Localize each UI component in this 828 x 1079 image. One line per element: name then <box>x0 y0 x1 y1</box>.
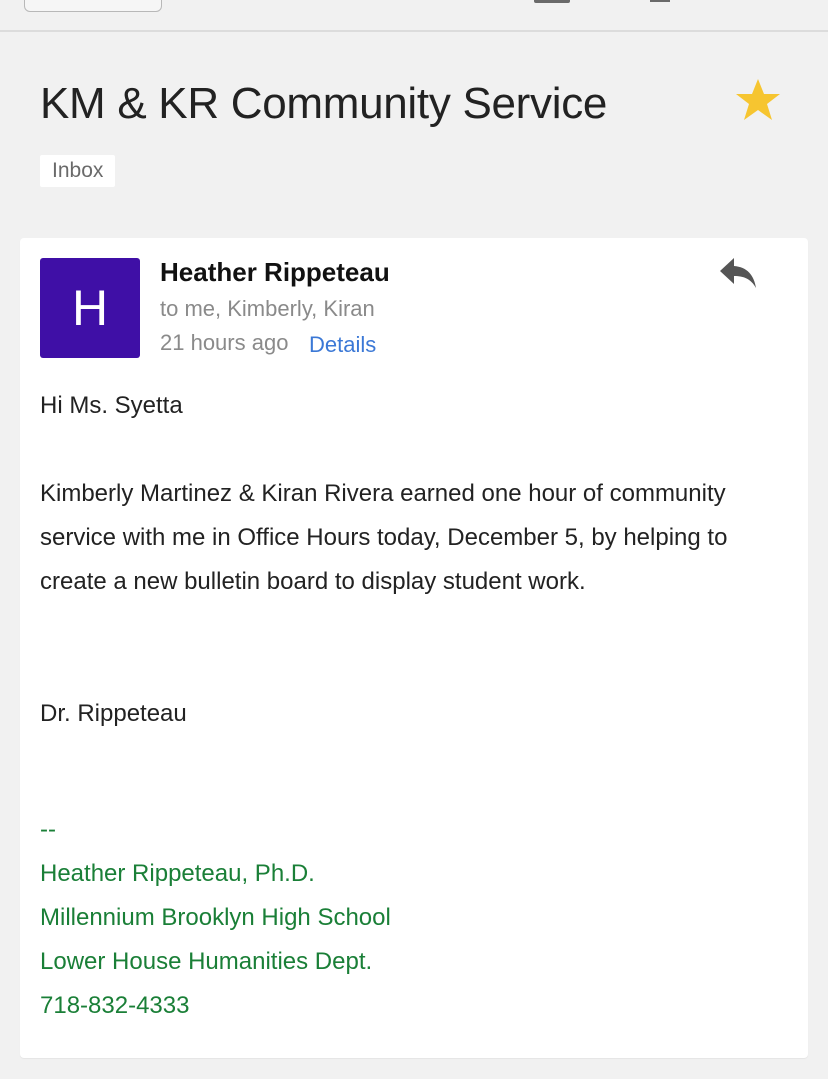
signature-name: Heather Rippeteau, Ph.D. <box>40 860 315 887</box>
email-body-paragraph: Kimberly Martinez & Kiran Rivera earned one hour of community service with me in Office Hours today, December 5, by helping to create a new bulletin board to display student work. <box>40 480 728 595</box>
signature-school: Millennium Brooklyn High School <box>40 904 391 931</box>
inbox-label[interactable]: Inbox <box>40 155 115 187</box>
sender-name: Heather Rippeteau <box>160 257 390 287</box>
avatar[interactable]: H <box>40 258 140 358</box>
email-subject: KM & KR Community Service <box>40 79 608 128</box>
back-button[interactable] <box>24 0 162 12</box>
timestamp: 21 hours ago <box>160 330 289 355</box>
archive-icon[interactable] <box>534 0 570 3</box>
trash-icon[interactable] <box>650 0 670 2</box>
recipients: to me, Kimberly, Kiran <box>160 296 375 321</box>
signature-separator: -- <box>40 816 56 843</box>
signature-department: Lower House Humanities Dept. <box>40 948 373 975</box>
top-toolbar <box>0 0 828 32</box>
details-link[interactable]: Details <box>309 332 377 357</box>
email-greeting: Hi Ms. Syetta <box>40 392 183 419</box>
star-icon[interactable] <box>734 76 782 124</box>
signature-phone[interactable]: 718-832-4333 <box>40 992 190 1019</box>
email-signature <box>40 808 391 1028</box>
email-signoff: Dr. Rippeteau <box>40 700 187 727</box>
message-card <box>20 238 808 1058</box>
reply-icon[interactable] <box>718 256 758 290</box>
